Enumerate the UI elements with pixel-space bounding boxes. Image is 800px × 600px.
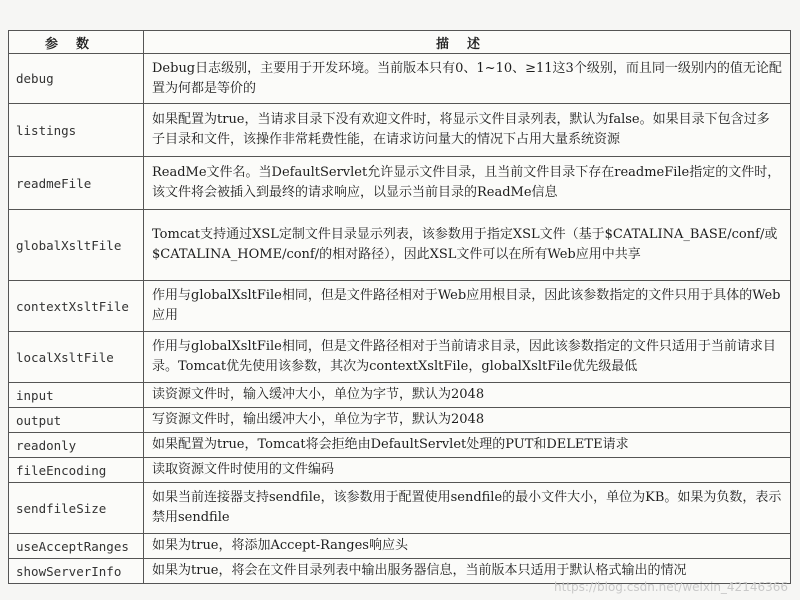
table-row: [9, 483, 791, 534]
table-row: [9, 104, 791, 157]
param-desc: 作用与globalXsltFile相同，但是文件路径相对于Web应用根目录，因此该参数指定的文件只用于具体的Web应用: [144, 281, 791, 332]
param-name: readonly: [9, 433, 144, 458]
param-desc: 如果为true，将添加Accept-Ranges响应头: [144, 534, 791, 559]
table-row: [9, 54, 791, 104]
table-header-row: [9, 31, 791, 54]
parameter-table: [8, 30, 791, 584]
watermark-text: https://blog.csdn.net/weixin_42146366: [553, 580, 788, 594]
param-name: debug: [9, 54, 144, 104]
table-row: [9, 332, 791, 383]
header-param: 参数: [9, 31, 144, 54]
param-desc: 如果为true，将会在文件目录列表中输出服务器信息，当前版本只适用于默认格式输出的情况: [144, 559, 791, 584]
param-name: input: [9, 383, 144, 408]
param-name: globalXsltFile: [9, 210, 144, 281]
param-name: output: [9, 408, 144, 433]
param-desc: 读取资源文件时使用的文件编码: [144, 458, 791, 483]
table-row: [9, 383, 791, 408]
param-name: readmeFile: [9, 157, 144, 210]
param-desc: 如果配置为true，Tomcat将会拒绝由DefaultServlet处理的PUT和DELETE请求: [144, 433, 791, 458]
param-desc: Debug日志级别，主要用于开发环境。当前版本只有0、1~10、≥11这3个级别，而且同一级别内的值无论配置为何都是等价的: [144, 54, 791, 104]
param-name: listings: [9, 104, 144, 157]
header-desc: 描述: [144, 31, 791, 54]
param-desc: 如果当前连接器支持sendfile，该参数用于配置使用sendfile的最小文件大小，单位为KB。如果为负数，表示禁用sendfile: [144, 483, 791, 534]
param-name: sendfileSize: [9, 483, 144, 534]
param-name: showServerInfo: [9, 559, 144, 584]
param-desc: 如果配置为true，当请求目录下没有欢迎文件时，将显示文件目录列表，默认为false。如果目录下包含过多子目录和文件，该操作非常耗费性能，在请求访问量大的情况下占用大量系统资源: [144, 104, 791, 157]
param-name: useAcceptRanges: [9, 534, 144, 559]
param-desc: 读资源文件时，输入缓冲大小，单位为字节，默认为2048: [144, 383, 791, 408]
param-desc: 作用与globalXsltFile相同，但是文件路径相对于当前请求目录，因此该参数指定的文件只适用于当前请求目录。Tomcat优先使用该参数，其次为contextXsltFile，globalXsltFile优先级最低: [144, 332, 791, 383]
param-desc: 写资源文件时，输出缓冲大小，单位为字节，默认为2048: [144, 408, 791, 433]
table-row: [9, 458, 791, 483]
param-desc: Tomcat支持通过XSL定制文件目录显示列表，该参数用于指定XSL文件（基于$CATALINA_BASE/conf/或$CATALINA_HOME/conf/的相对路径），因此XSL文件可以在所有Web应用中共享: [144, 210, 791, 281]
param-name: contextXsltFile: [9, 281, 144, 332]
table-row: [9, 157, 791, 210]
table-row: [9, 433, 791, 458]
table-row: [9, 534, 791, 559]
table-row: [9, 210, 791, 281]
param-name: localXsltFile: [9, 332, 144, 383]
param-name: fileEncoding: [9, 458, 144, 483]
param-desc: ReadMe文件名。当DefaultServlet允许显示文件目录，且当前文件目录下存在readmeFile指定的文件时，该文件将会被插入到最终的请求响应，以显示当前目录的ReadMe信息: [144, 157, 791, 210]
table-row: [9, 281, 791, 332]
table-row: [9, 408, 791, 433]
